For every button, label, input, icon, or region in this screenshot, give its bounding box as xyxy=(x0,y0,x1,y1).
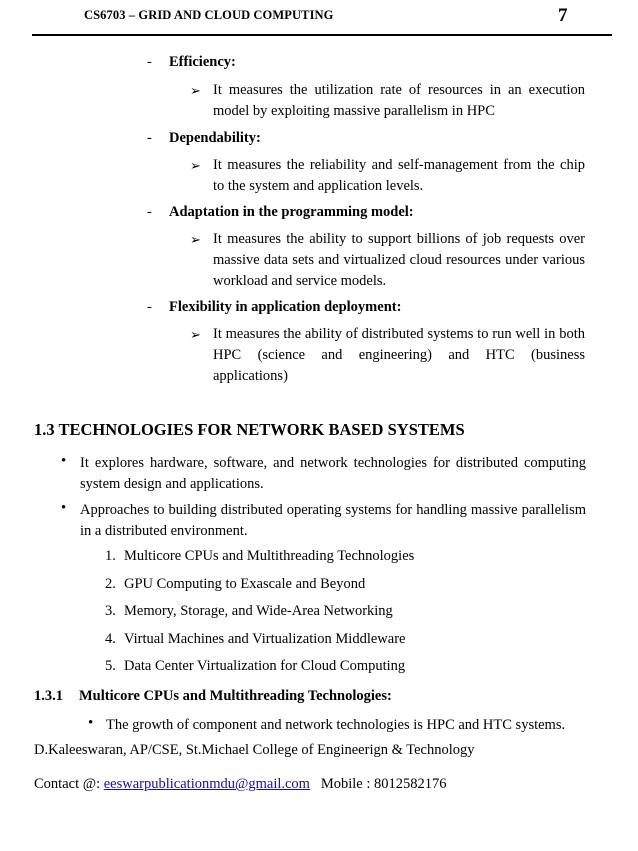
list-item-text: Memory, Storage, and Wide-Area Networking xyxy=(124,603,393,619)
bullet-text: The growth of component and network technologies is HPC and HTC systems. xyxy=(106,717,566,733)
arrow-bullet-icon: ➢ xyxy=(190,327,201,342)
list-number: 2. xyxy=(105,576,116,592)
arrow-bullet-icon: ➢ xyxy=(190,232,201,247)
dash-marker: - xyxy=(147,299,152,315)
list-number: 3. xyxy=(105,603,116,619)
criterion-text: It measures the ability of distributed systems to run well in both HPC (science and engineering) and HTC (business applications) xyxy=(213,326,585,384)
contact-label: Contact @: xyxy=(34,776,101,792)
criterion-text: It measures the ability to support billions of job requests over massive data sets and virtualized cloud resources under various workload and service models. xyxy=(213,231,585,289)
criterion-title: Dependability: xyxy=(169,130,261,146)
list-number: 1. xyxy=(105,548,116,564)
email-link[interactable]: eeswarpublicationmdu@gmail.com xyxy=(103,776,310,792)
criterion-title: Efficiency: xyxy=(169,54,236,70)
bullet-dot-icon: • xyxy=(61,500,67,516)
list-number: 4. xyxy=(105,631,116,647)
subsection-title: Multicore CPUs and Multithreading Technologies: xyxy=(79,688,392,704)
page-number: 7 xyxy=(558,5,568,26)
subsection-number: 1.3.1 xyxy=(34,688,63,704)
dash-marker: - xyxy=(147,130,152,146)
footer-contact xyxy=(34,776,447,793)
running-header-title: CS6703 – GRID AND CLOUD COMPUTING xyxy=(84,8,334,22)
footer-author: D.Kaleeswaran, AP/CSE, St.Michael College of Engineerign & Technology xyxy=(34,742,475,758)
bullet-text: It explores hardware, software, and network technologies for distributed computing system design and applications. xyxy=(80,455,586,492)
bullet-text: Approaches to building distributed operating systems for handling massive parallelism in a distributed environment. xyxy=(80,502,586,539)
section-heading: 1.3 TECHNOLOGIES FOR NETWORK BASED SYSTEMS xyxy=(34,420,465,439)
arrow-bullet-icon: ➢ xyxy=(190,83,201,98)
criterion-title: Adaptation in the programming model: xyxy=(169,204,414,220)
criterion-text: It measures the utilization rate of resources in an execution model by exploiting massive parallelism in HPC xyxy=(213,82,585,119)
arrow-bullet-icon: ➢ xyxy=(190,158,201,173)
list-item-text: Data Center Virtualization for Cloud Computing xyxy=(124,658,406,674)
header-rule xyxy=(32,34,612,36)
list-number: 5. xyxy=(105,658,116,674)
criterion-text: It measures the reliability and self-management from the chip to the system and application levels. xyxy=(213,157,585,194)
list-item-text: Multicore CPUs and Multithreading Technologies xyxy=(124,548,415,564)
dash-marker: - xyxy=(147,204,152,220)
list-item-text: GPU Computing to Exascale and Beyond xyxy=(124,576,366,592)
mobile-number: Mobile : 8012582176 xyxy=(320,776,447,792)
list-item-text: Virtual Machines and Virtualization Middleware xyxy=(124,631,406,647)
dash-marker: - xyxy=(147,54,152,70)
criterion-title: Flexibility in application deployment: xyxy=(169,299,402,315)
bullet-dot-icon: • xyxy=(88,715,94,731)
bullet-dot-icon: • xyxy=(61,453,67,469)
